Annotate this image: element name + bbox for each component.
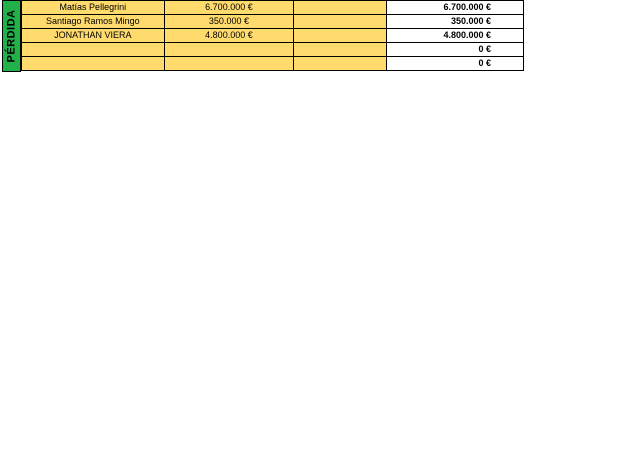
total-cell[interactable]: 0 € — [386, 57, 523, 71]
table-row — [22, 1, 524, 15]
amount-cell[interactable]: 4.800.000 € — [164, 29, 294, 43]
extra-cell[interactable] — [294, 1, 386, 15]
table-row — [22, 15, 524, 29]
table-row — [22, 57, 524, 71]
section-label-cell[interactable] — [2, 0, 21, 72]
extra-cell[interactable] — [294, 43, 386, 57]
amount-cell[interactable]: 350.000 € — [164, 15, 294, 29]
amount-cell[interactable] — [164, 57, 294, 71]
amount-cell[interactable]: 6.700.000 € — [164, 1, 294, 15]
loss-table — [21, 0, 524, 71]
player-name-cell[interactable]: Matías Pellegrini — [22, 1, 165, 15]
total-cell[interactable]: 350.000 € — [386, 15, 523, 29]
player-name-cell[interactable] — [22, 57, 165, 71]
extra-cell[interactable] — [294, 15, 386, 29]
extra-cell[interactable] — [294, 29, 386, 43]
spreadsheet-region — [0, 0, 524, 74]
player-name-cell[interactable]: Santiago Ramos Mingo — [22, 15, 165, 29]
player-name-cell[interactable]: JONATHAN VIERA — [22, 29, 165, 43]
amount-cell[interactable] — [164, 43, 294, 57]
total-cell[interactable]: 6.700.000 € — [386, 1, 523, 15]
table-row — [22, 43, 524, 57]
table-row — [22, 29, 524, 43]
section-label-text: PÉRDIDA — [5, 9, 18, 63]
total-cell[interactable]: 0 € — [386, 43, 523, 57]
extra-cell[interactable] — [294, 57, 386, 71]
player-name-cell[interactable] — [22, 43, 165, 57]
total-cell[interactable]: 4.800.000 € — [386, 29, 523, 43]
